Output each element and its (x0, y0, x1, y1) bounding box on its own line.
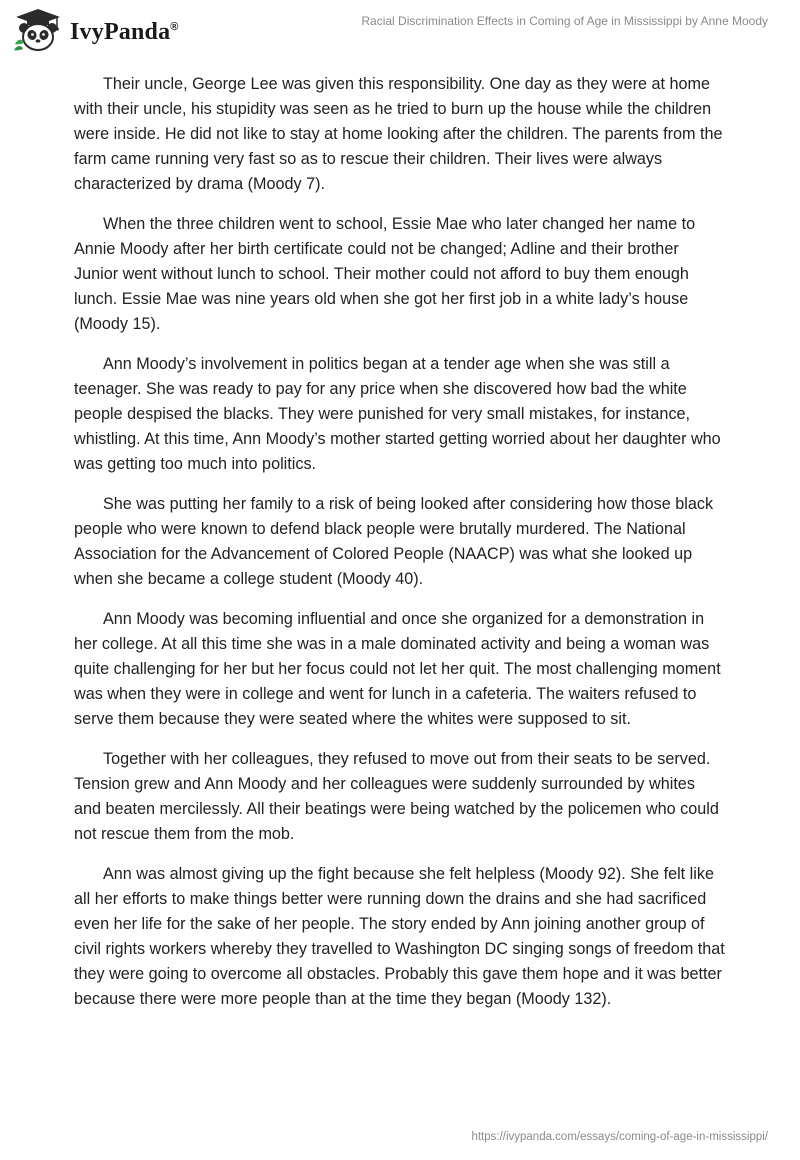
logo-wordmark (70, 19, 179, 46)
panda-graduation-cap-icon (12, 8, 64, 52)
paragraph: Ann was almost giving up the fight because she felt helpless (Moody 92). She felt like all her efforts to make things better were running down the drains and she had sacrificed even her life for the sake of her people. The story ended by Ann joining another group of civil rights workers whereby they travelled to Washington DC singing songs of freedom that they were going to overcome all obstacles. Probably this gave them hope and it was better because there were more people than at the time they began (Moody 132). (74, 865, 725, 1008)
page-header (0, 0, 800, 60)
paragraph: Their uncle, George Lee was given this responsibility. One day as they were at home with their uncle, his stupidity was seen as he tried to burn up the house while the children were inside. He did not like to stay at home looking after the children. The parents from the farm came running very fast so as to rescue their children. Their lives were always characterized by drama (Moody 7). (74, 75, 723, 193)
logo-name: IvyPanda (70, 18, 171, 45)
paragraph: Together with her colleagues, they refused to move out from their seats to be served. Tension grew and Ann Moody and her colleagues were suddenly surrounded by whites and beaten mercilessly. All their beatings were being watched by the policemen who could not rescue them from the mob. (74, 750, 719, 843)
paragraph: She was putting her family to a risk of being looked after considering how those black people who were known to defend black people were brutally murdered. The National Association for the Advancement of Colored People (NAACP) was what she looked up when she became a college student (Moody 40). (74, 495, 714, 588)
document-title: Racial Discrimination Effects in Coming of Age in Mississippi by Anne Moody (361, 14, 768, 28)
essay-body (74, 72, 726, 1027)
paragraph: Ann Moody was becoming influential and once she organized for a demonstration in her college. At all this time she was in a male dominated activity and being a woman was quite challenging for her but her focus could not let her quit. The most challenging moment was when they were in college and went for lunch in a cafeteria. The waiters refused to serve them because they were seated where the whites were supposed to sit. (74, 610, 721, 728)
registered-mark: ® (170, 20, 179, 33)
paragraph: When the three children went to school, Essie Mae who later changed her name to Annie Moody after her birth certificate could not be changed; Adline and their brother Junior went without lunch to school. Their mother could not afford to buy them enough lunch. Essie Mae was nine years old when she got her first job in a white lady’s house (Moody 15). (74, 215, 696, 333)
ivypanda-logo[interactable] (12, 8, 179, 52)
source-url-link[interactable]: https://ivypanda.com/essays/coming-of-age-in-mississippi/ (471, 1131, 768, 1143)
paragraph: Ann Moody’s involvement in politics began at a tender age when she was still a teenager. She was ready to pay for any price when she discovered how bad the white people despised the blacks. They were punished for very small mistakes, for instance, whistling. At this time, Ann Moody’s mother started getting worried about her daughter who was getting too much into politics. (74, 355, 721, 473)
